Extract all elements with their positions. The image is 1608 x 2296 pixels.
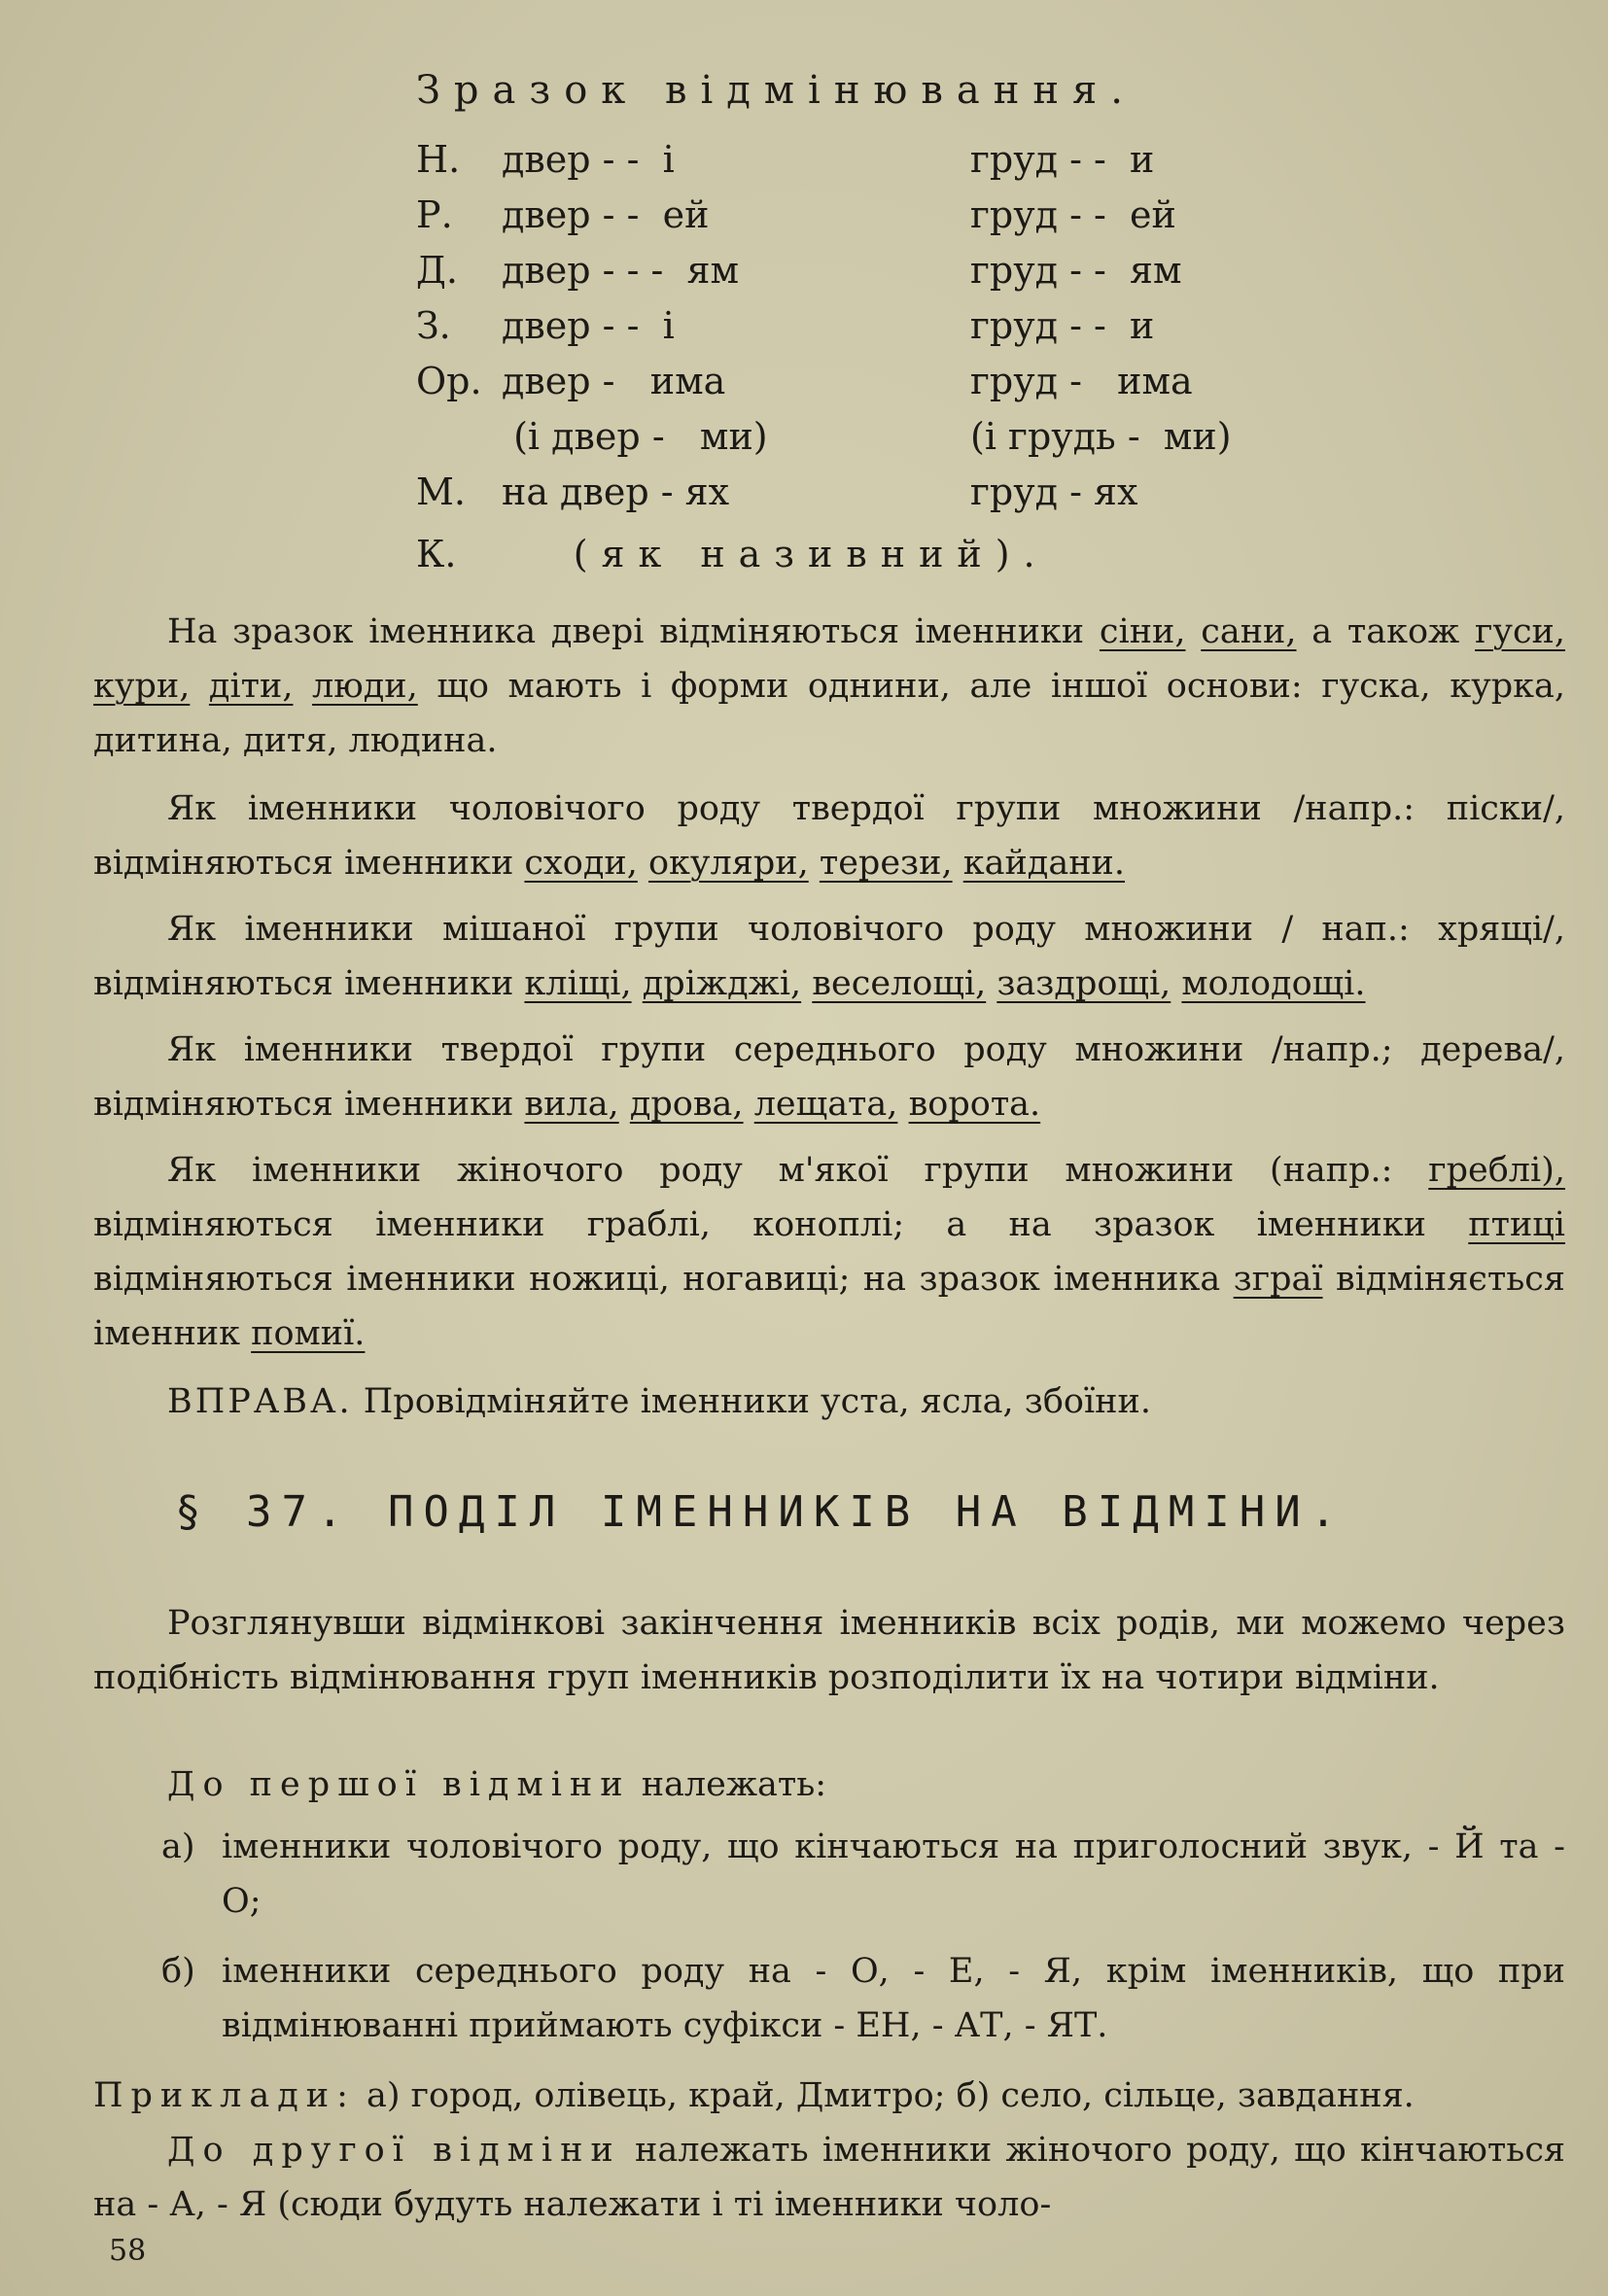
list-item-a: а) іменники чоловічого роду, що кінчаються на приголосний звук, - Й та - О; bbox=[161, 1827, 1565, 1921]
page-number: 58 bbox=[109, 2234, 147, 2268]
declension-row bbox=[416, 138, 1291, 193]
dveri-form: двер - - - ям bbox=[502, 249, 740, 292]
grudy-form: (і грудь - ми) bbox=[970, 415, 1232, 458]
list-item-b: б) іменники середнього роду на - О, - Е, - Я, крім іменників, що при відмінюванні приймають суфікси - ЕН, - АТ, - ЯТ. bbox=[161, 1952, 1565, 2045]
paragraph-5: Як іменники жіночого роду м'якої групи множини (напр.: греблі), відміняються іменники граблі, коноплі; а на зразок іменники птиці відміняються іменники ножиці, ногавиці; на зразок іменника зграї відміняється іменник помиї. bbox=[93, 1151, 1565, 1353]
section-intro: Розглянувши відмінкові закінчення іменників всіх родів, ми можемо через подібність відмінювання груп іменників розподілити їх на чотири відміни. bbox=[93, 1604, 1565, 1697]
declension-table bbox=[416, 138, 1291, 526]
grudy-form: груд - ях bbox=[970, 470, 1138, 513]
section-heading: § 37. ПОДІЛ ІМЕННИКІВ НА ВІДМІНИ. bbox=[175, 1487, 1346, 1537]
grudy-form: груд - - ей bbox=[970, 193, 1176, 236]
paragraph-4: Як іменники твердої групи середнього роду множини /напр.; дерева/, відміняються іменники вила, дрова, лещата, ворота. bbox=[93, 1030, 1565, 1124]
case-label: З. bbox=[416, 304, 451, 347]
case-label: Р. bbox=[416, 193, 453, 236]
vocative-note: (як називний). bbox=[573, 533, 1049, 575]
grudy-form: груд - има bbox=[970, 360, 1193, 402]
second-declension-paragraph: До другої відміни належать іменники жіночого роду, що кінчаються на - А, - Я (сюди будуть належати і ті іменники чоло- bbox=[93, 2131, 1566, 2224]
declension-row bbox=[416, 415, 1291, 470]
dveri-form: на двер - ях bbox=[502, 470, 730, 513]
dveri-form: двер - - і bbox=[502, 138, 675, 181]
declension-row bbox=[416, 360, 1291, 415]
declension-vocative-row bbox=[416, 533, 1049, 575]
case-label: К. bbox=[416, 533, 457, 575]
grudy-form: груд - - и bbox=[970, 304, 1155, 347]
dveri-form: (і двер - ми) bbox=[502, 415, 768, 458]
dveri-form: двер - - і bbox=[502, 304, 675, 347]
declension-row bbox=[416, 470, 1291, 526]
declension-row bbox=[416, 249, 1291, 304]
case-label: Ор. bbox=[416, 360, 482, 402]
grudy-form: груд - - и bbox=[970, 138, 1155, 181]
grudy-form: груд - - ям bbox=[970, 249, 1182, 292]
case-label: Н. bbox=[416, 138, 461, 181]
dveri-form: двер - - ей bbox=[502, 193, 710, 236]
declension-row bbox=[416, 193, 1291, 249]
case-label: Д. bbox=[416, 249, 458, 292]
case-label: М. bbox=[416, 470, 466, 513]
dveri-form: двер - има bbox=[502, 360, 726, 402]
declension-row bbox=[416, 304, 1291, 360]
exercise bbox=[93, 1374, 1565, 1429]
paragraph-1: На зразок іменника двері відміняються іменники сіни, сани, а також гуси, кури, діти, люди, що мають і форми однини, але іншої основи: гуска, курка, дитина, дитя, людина. bbox=[93, 612, 1566, 760]
paragraph-2: Як іменники чоловічого роду твердої групи множини /напр.: піски/, відміняються іменники сходи, окуляри, терези, кайдани. bbox=[93, 789, 1565, 883]
exercise-text: Провідміняйте іменники уста, ясла, збоїни. bbox=[352, 1382, 1151, 1421]
examples: Приклади: а) город, олівець, край, Дмитро; б) село, сільце, завдання. bbox=[93, 2076, 1415, 2115]
declension-title: Зразок відмінювання. bbox=[416, 68, 1136, 113]
first-declension-heading: До першої відміни належать: bbox=[167, 1765, 827, 1804]
exercise-label: ВПРАВА. bbox=[167, 1382, 353, 1421]
paragraph-3: Як іменники мішаної групи чоловічого роду множини / нап.: хрящі/, відміняються іменники кліщі, дріжджі, веселощі, заздрощі, молодощі. bbox=[93, 910, 1565, 1003]
